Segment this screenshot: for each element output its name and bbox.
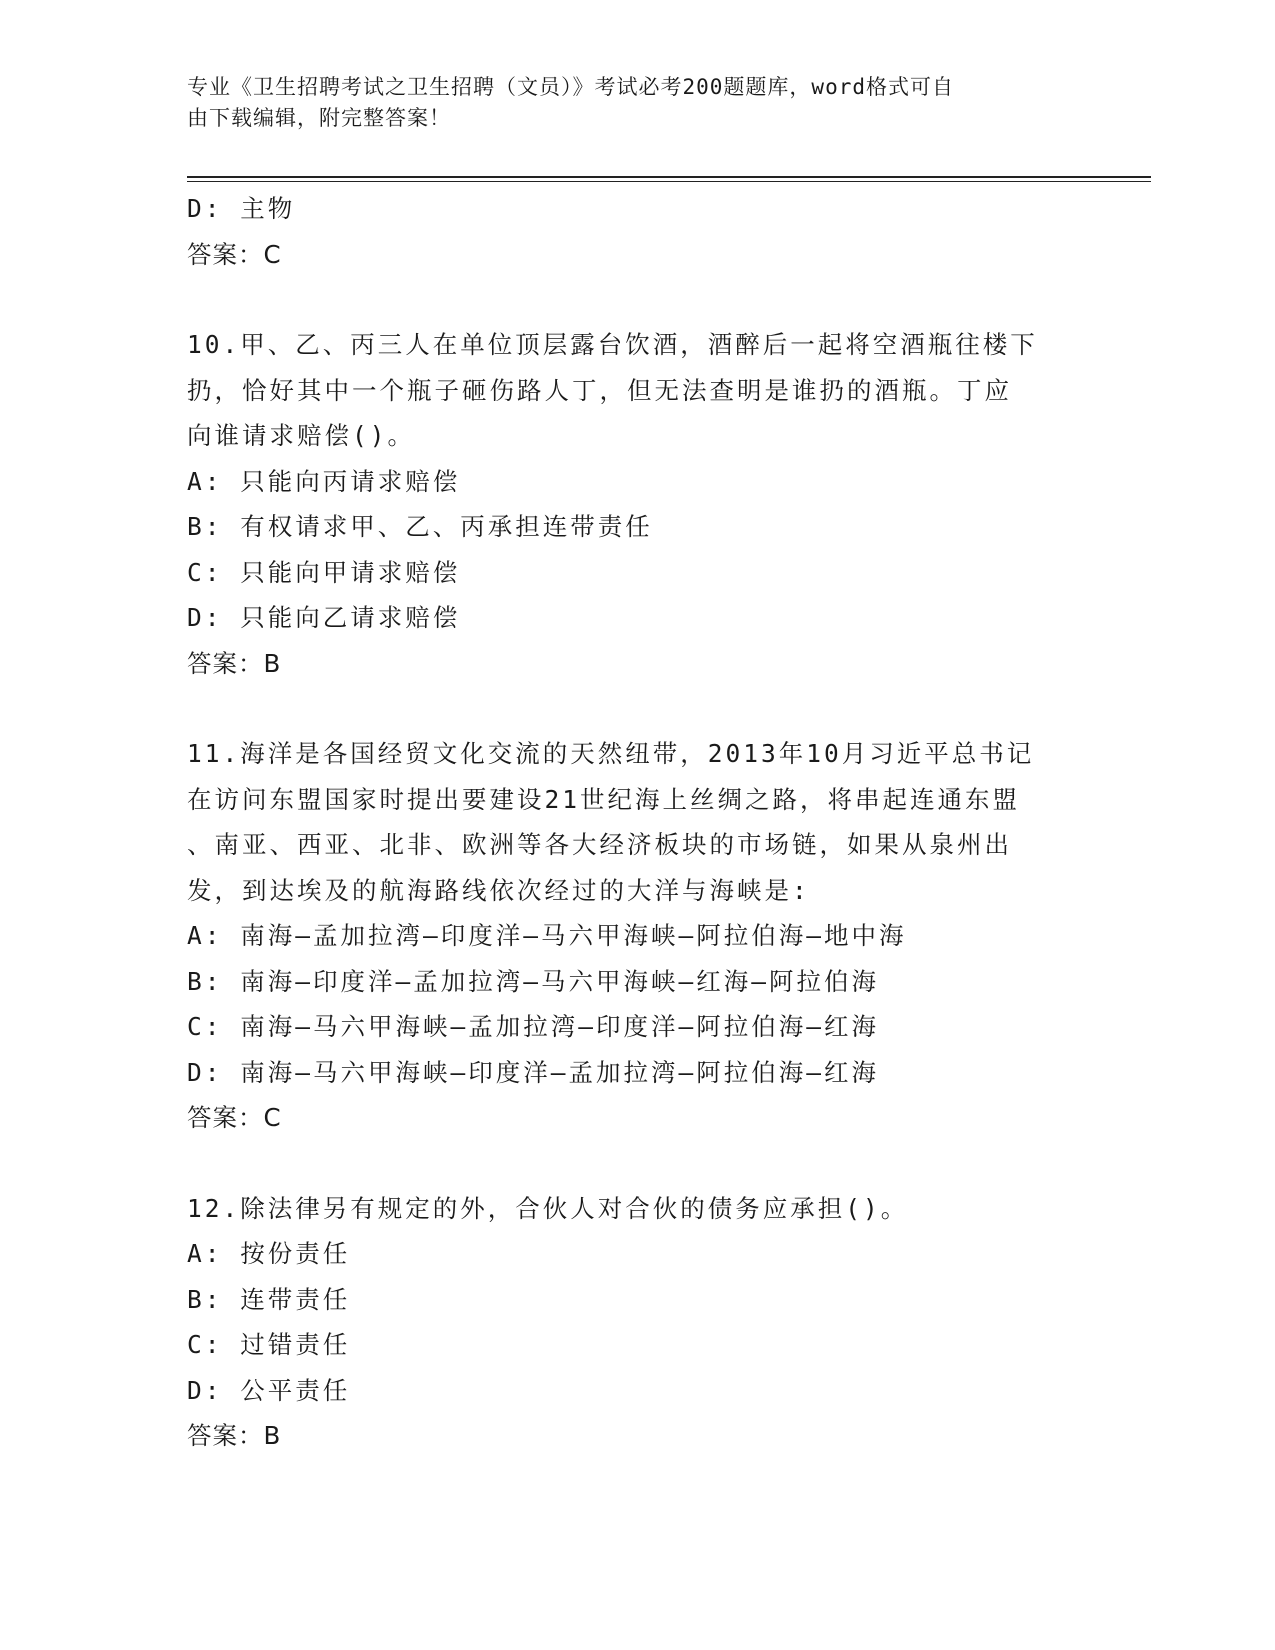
header-rule-thin bbox=[187, 181, 1151, 182]
question-list bbox=[187, 186, 1087, 1459]
option-a: A: 南海—孟加拉湾—印度洋—马六甲海峡—阿拉伯海—地中海 bbox=[187, 921, 907, 950]
question-stem: 发，到达埃及的航海路线依次经过的大洋与海峡是: bbox=[187, 875, 810, 905]
question-stem: 11.海洋是各国经贸文化交流的天然纽带，2013年10月习近平总书记 bbox=[187, 739, 1035, 768]
option-d: D: 南海—马六甲海峡—印度洋—孟加拉湾—阿拉伯海—红海 bbox=[187, 1057, 879, 1087]
question-stem: 向谁请求赔偿()。 bbox=[187, 421, 415, 450]
question-stem: 、南亚、西亚、北非、欧洲等各大经济板块的市场链，如果从泉州出 bbox=[187, 830, 1012, 859]
option-b: B: 南海—印度洋—孟加拉湾—马六甲海峡—红海—阿拉伯海 bbox=[187, 966, 879, 996]
header-line-1: 专业《卫生招聘考试之卫生招聘（文员）》考试必考200题题库，word格式可自 bbox=[187, 75, 954, 99]
option-b: B: 有权请求甲、乙、丙承担连带责任 bbox=[187, 512, 653, 541]
option-d: D: 只能向乙请求赔偿 bbox=[187, 603, 461, 632]
question-stem: 扔，恰好其中一个瓶子砸伤路人丁，但无法查明是谁扔的酒瓶。丁应 bbox=[187, 375, 1012, 405]
question-10 bbox=[187, 322, 1087, 686]
question-9-tail bbox=[187, 186, 1087, 277]
option-c: C: 过错责任 bbox=[187, 1330, 351, 1359]
header-line-2: 由下载编辑，附完整答案！ bbox=[187, 106, 451, 130]
answer: 答案：B bbox=[187, 648, 282, 678]
header-rule-thick bbox=[187, 176, 1151, 178]
question-stem: 12.除法律另有规定的外，合伙人对合伙的债务应承担()。 bbox=[187, 1193, 909, 1223]
option-b: B: 连带责任 bbox=[187, 1284, 351, 1314]
page-header bbox=[187, 72, 1067, 134]
option-a: A: 只能向丙请求赔偿 bbox=[187, 466, 461, 496]
question-12 bbox=[187, 1186, 1087, 1459]
option-c: C: 只能向甲请求赔偿 bbox=[187, 557, 461, 587]
question-stem: 10.甲、乙、丙三人在单位顶层露台饮酒，酒醉后一起将空酒瓶往楼下 bbox=[187, 330, 1038, 359]
option-d: D: 公平责任 bbox=[187, 1375, 351, 1405]
question-11 bbox=[187, 731, 1087, 1141]
answer: 答案：B bbox=[187, 1421, 282, 1450]
answer: 答案：C bbox=[187, 239, 282, 269]
option-a: A: 按份责任 bbox=[187, 1239, 351, 1268]
option-d: D: 主物 bbox=[187, 194, 296, 223]
answer: 答案：C bbox=[187, 1103, 282, 1132]
question-stem: 在访问东盟国家时提出要建设21世纪海上丝绸之路，将串起连通东盟 bbox=[187, 784, 1020, 814]
option-c: C: 南海—马六甲海峡—孟加拉湾—印度洋—阿拉伯海—红海 bbox=[187, 1012, 879, 1041]
